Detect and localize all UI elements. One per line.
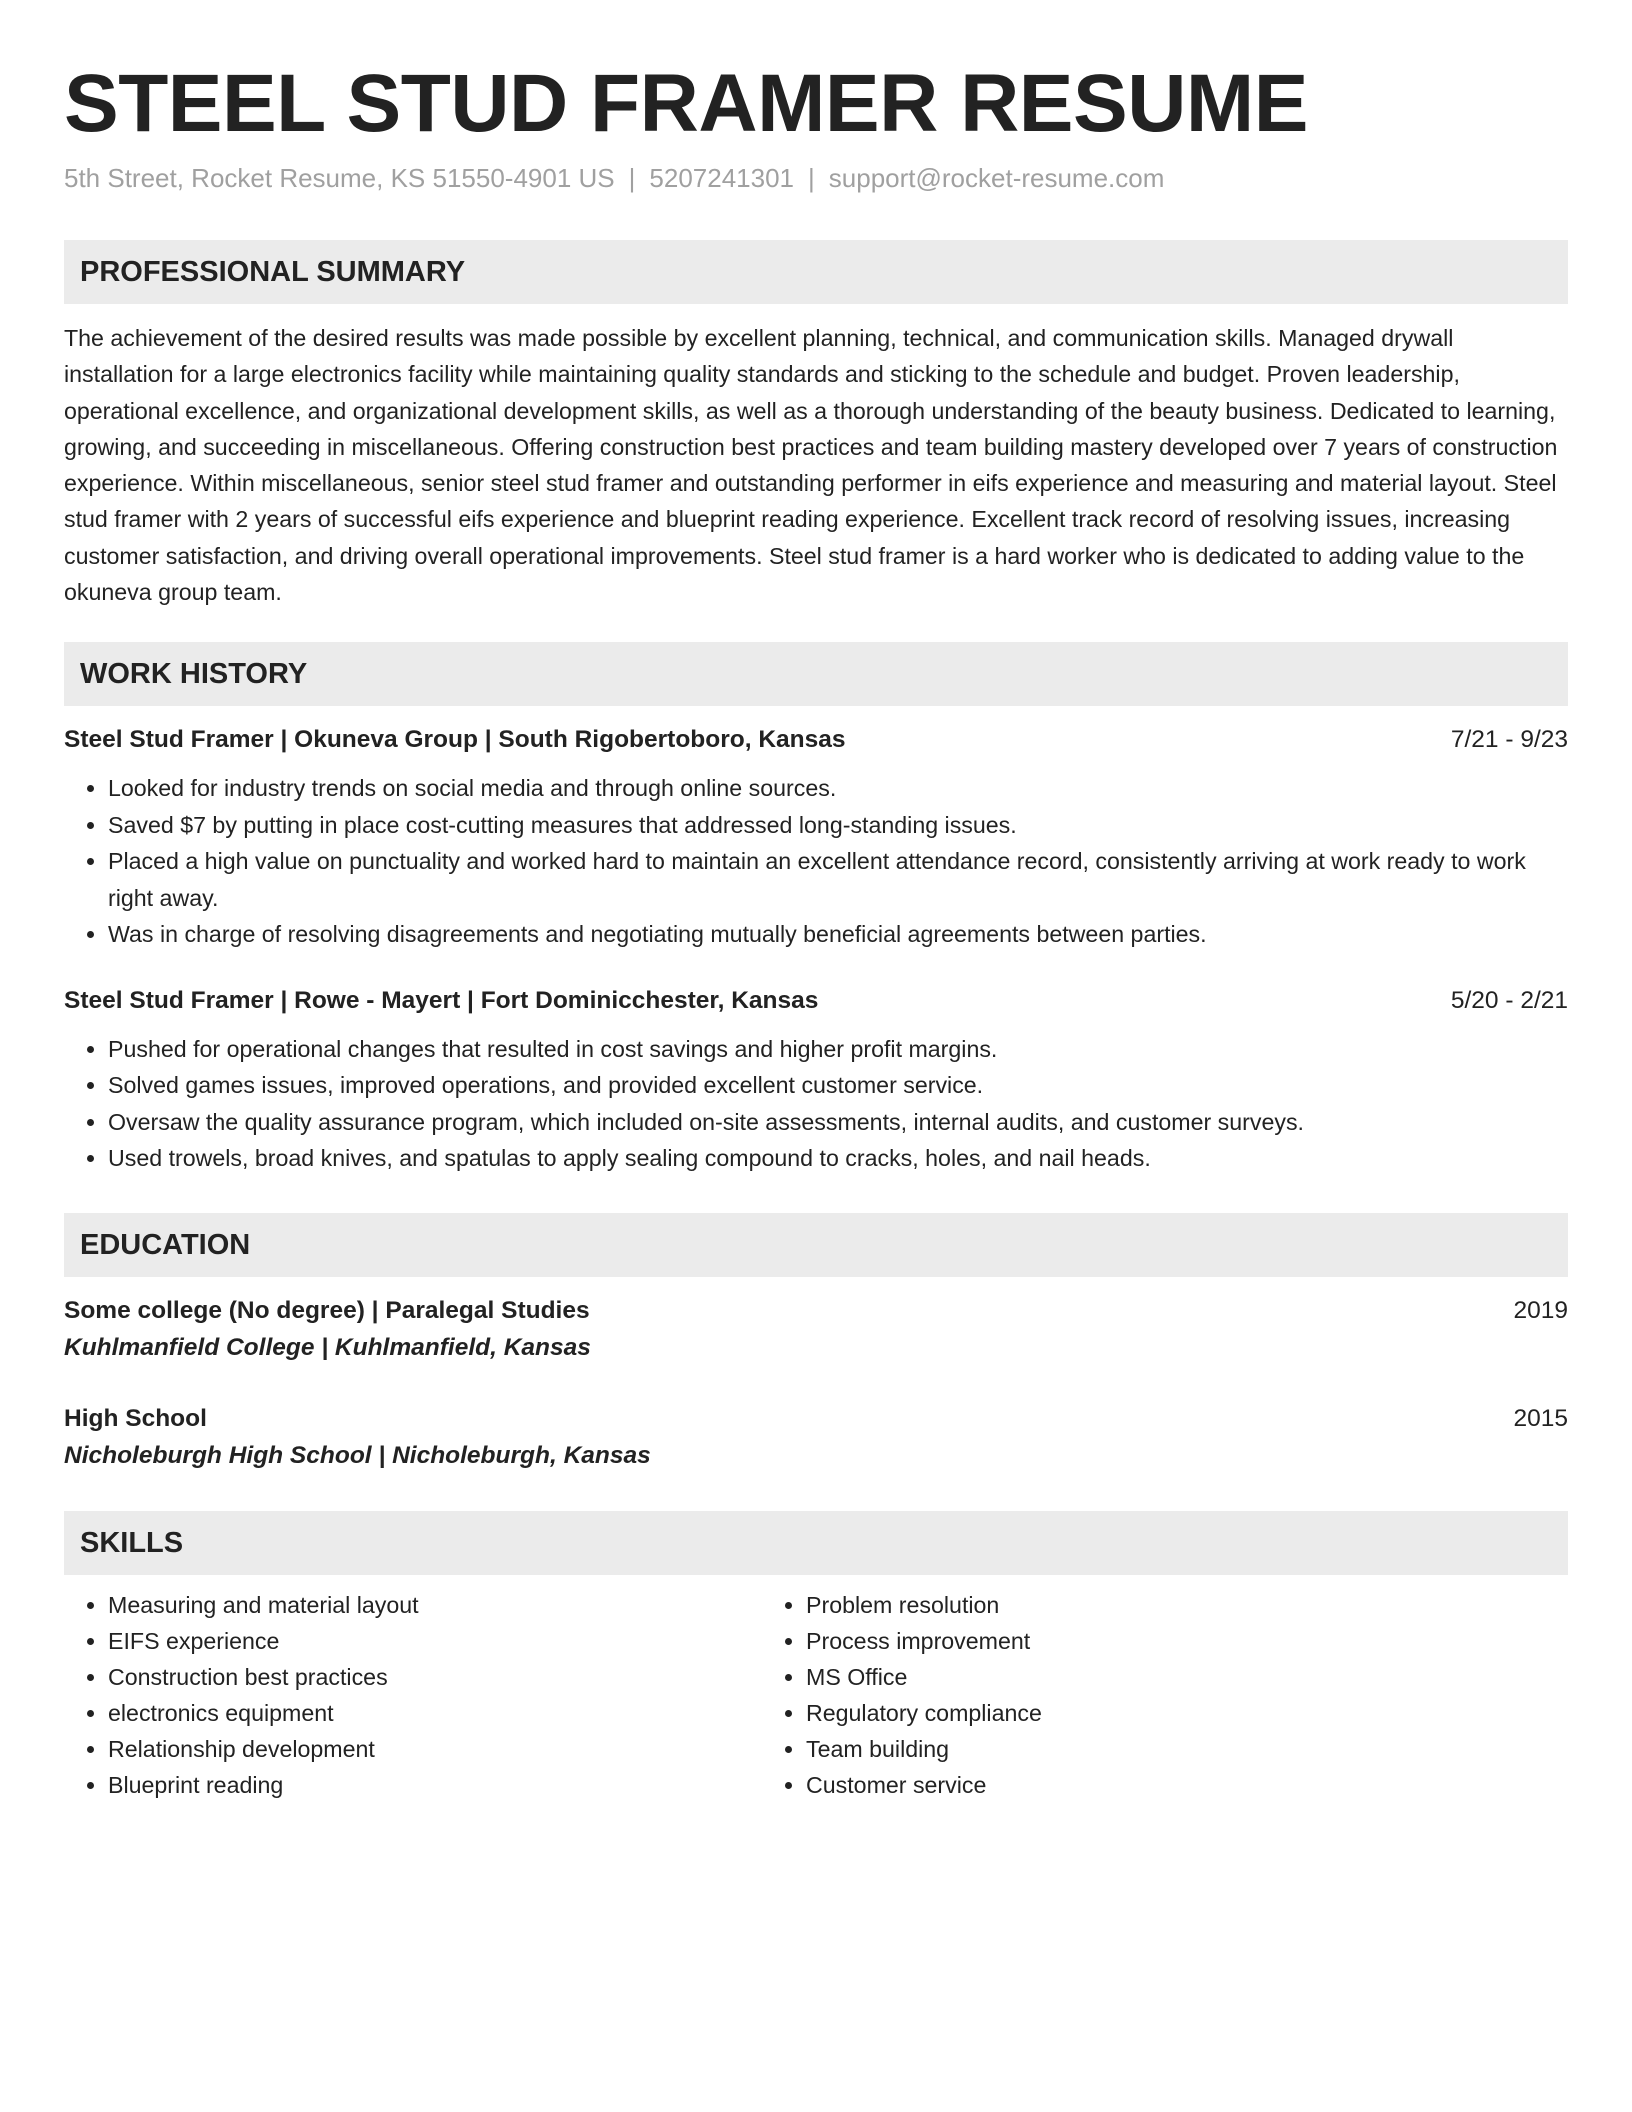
section-heading-education: EDUCATION xyxy=(64,1213,1568,1277)
resume-title: STEEL STUD FRAMER RESUME xyxy=(64,58,1308,149)
job-bullets xyxy=(64,770,1568,953)
job-title: Steel Stud Framer | Okuneva Group | South Rigobertoboro, Kansas xyxy=(64,726,846,754)
list-item: • Pushed for operational changes that resulted in cost savings and higher profit margins. xyxy=(108,1031,1568,1068)
list-item: • Used trowels, broad knives, and spatulas to apply sealing compound to cracks, holes, and nail heads. xyxy=(108,1140,1568,1177)
education-entry xyxy=(64,1401,1568,1475)
education-header xyxy=(64,1401,1568,1437)
section-heading-work: WORK HISTORY xyxy=(64,642,1568,706)
job-dates: 7/21 - 9/23 xyxy=(1450,726,1568,754)
list-item: • Was in charge of resolving disagreements and negotiating mutually beneficial agreements between parties. xyxy=(108,916,1568,953)
list-item: • Saved $7 by putting in place cost-cutting measures that addressed long-standing issues. xyxy=(108,807,1568,844)
skill-item: • electronics equipment xyxy=(108,1695,762,1731)
skill-item: • Process improvement xyxy=(806,1623,1460,1659)
skills-list-left xyxy=(64,1587,762,1803)
job-header xyxy=(64,722,1568,758)
skills-list-right xyxy=(762,1587,1460,1803)
education-school: Kuhlmanfield College | Kuhlmanfield, Kansas xyxy=(64,1333,591,1361)
resume-page xyxy=(64,58,1568,1803)
list-item: • Placed a high value on punctuality and worked hard to maintain an excellent attendance record, consistently arriving at work ready to work right away. xyxy=(108,843,1568,916)
contact-separator: | xyxy=(808,163,815,193)
job-bullets xyxy=(64,1031,1568,1177)
education-degree: Some college (No degree) | Paralegal Studies xyxy=(64,1296,590,1324)
list-item: • Looked for industry trends on social media and through online sources. xyxy=(108,770,1568,807)
education-header xyxy=(64,1293,1568,1329)
job-header xyxy=(64,983,1568,1019)
job-title: Steel Stud Framer | Rowe - Mayert | Fort Dominicchester, Kansas xyxy=(64,986,819,1014)
contact-email: support@rocket-resume.com xyxy=(828,163,1165,193)
skill-item: • MS Office xyxy=(806,1659,1460,1695)
section-heading-skills: SKILLS xyxy=(64,1511,1568,1575)
education-entry xyxy=(64,1293,1568,1367)
skill-item: • Customer service xyxy=(806,1767,1460,1803)
section-heading-summary: PROFESSIONAL SUMMARY xyxy=(64,240,1568,304)
summary-text: The achievement of the desired results was made possible by excellent planning, technical, and communication skills. Managed drywall installation for a large electronics facility while maintaining quality standards and sticking to the schedule and budget. Proven leadership, operational excellence, and organizational development skills, as well as a thorough understanding of the beauty business. Dedicated to learning, growing, and succeeding in miscellaneous. Offering construction best practices and team building mastery developed over 7 years of construction experience. Within miscellaneous, senior steel stud framer and outstanding performer in eifs experience and measuring and material layout. Steel stud framer with 2 years of successful eifs experience and blueprint reading experience. Excellent track record of resolving issues, increasing customer satisfaction, and driving overall operational improvements. Steel stud framer is a hard worker who is dedicated to adding value to the okuneva group team. xyxy=(64,325,1558,606)
skill-item: • Blueprint reading xyxy=(108,1767,762,1803)
skill-item: • EIFS experience xyxy=(108,1623,762,1659)
list-item: • Oversaw the quality assurance program, which included on-site assessments, internal audits, and customer surveys. xyxy=(108,1104,1568,1141)
skills-columns xyxy=(64,1575,1568,1803)
job-entry xyxy=(64,722,1568,953)
job-dates: 5/20 - 2/21 xyxy=(1450,986,1568,1014)
contact-separator: | xyxy=(628,163,636,193)
job-entry xyxy=(64,983,1568,1177)
education-degree: High School xyxy=(64,1404,207,1432)
contact-address: 5th Street, Rocket Resume, KS 51550-4901 US xyxy=(64,163,615,193)
contact-line xyxy=(64,160,1568,196)
skill-item: • Problem resolution xyxy=(806,1587,1460,1623)
contact-phone: 5207241301 xyxy=(649,163,795,193)
list-item: • Solved games issues, improved operations, and provided excellent customer service. xyxy=(108,1067,1568,1104)
education-year: 2019 xyxy=(1513,1296,1568,1324)
skill-item: • Team building xyxy=(806,1731,1460,1767)
skill-item: • Regulatory compliance xyxy=(806,1695,1460,1731)
skill-item: • Relationship development xyxy=(108,1731,762,1767)
education-school: Nicholeburgh High School | Nicholeburgh, Kansas xyxy=(64,1441,651,1469)
skill-item: • Construction best practices xyxy=(108,1659,762,1695)
education-year: 2015 xyxy=(1513,1404,1568,1432)
skill-item: • Measuring and material layout xyxy=(108,1587,762,1623)
